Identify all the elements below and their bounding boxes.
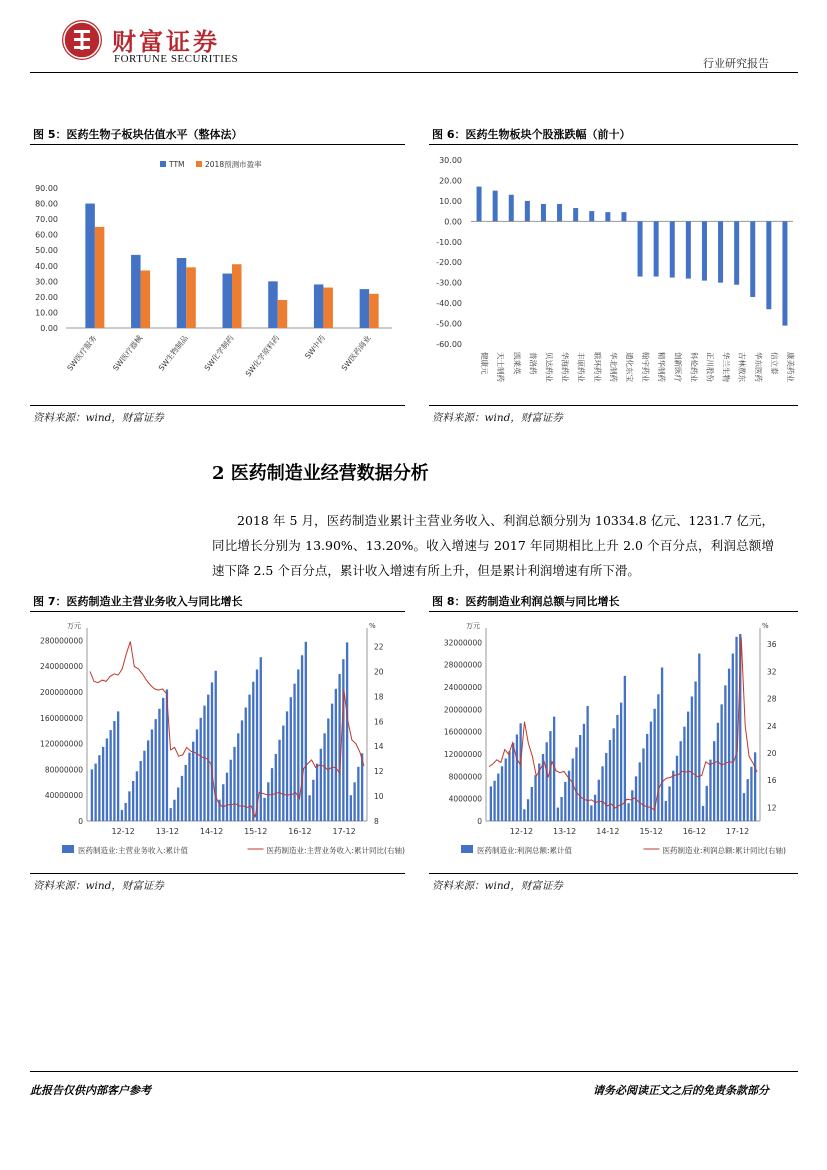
fig8-bar <box>706 786 708 821</box>
fig7-bar <box>263 798 265 821</box>
fig7-legend-line-label: 医药制造业:主营业务收入:累计同比(右轴) <box>266 846 405 855</box>
fig5-bar <box>177 258 187 328</box>
fig5-y-tick: 0.00 <box>40 324 58 333</box>
fig8-bar <box>501 766 503 821</box>
fig6-x-tick: 普洛药 <box>528 352 538 375</box>
fig7-bar <box>305 642 307 821</box>
fig6-bar <box>654 221 659 276</box>
fig8-bar <box>750 767 752 821</box>
company-logo-icon <box>62 20 102 60</box>
fig6-bar <box>766 221 771 309</box>
fig8-bar <box>683 727 685 821</box>
fig7-x-tick: 16-12 <box>288 827 312 836</box>
fig5-y-tick: 50.00 <box>35 246 58 256</box>
fig8-y-tick-left: 16000000 <box>443 727 482 737</box>
fig8-bar <box>557 808 559 821</box>
fig7-title: 图 7：医药制造业主营业务收入与同比增长 <box>33 595 243 608</box>
fig8-bar <box>642 748 644 821</box>
fig7-bar <box>260 657 262 821</box>
fig6-bar <box>702 221 707 280</box>
fig7-bar <box>188 753 190 821</box>
header-divider <box>30 72 798 73</box>
fig8-bar <box>624 676 626 821</box>
fig8-bar <box>732 654 734 821</box>
fig5-bar <box>278 300 288 328</box>
fig7-bar <box>226 773 228 821</box>
fig7-y-tick-left: 0 <box>78 817 83 826</box>
fig6-x-tick: 翰宇药业 <box>641 352 651 382</box>
fig7-y-tick-right: 14 <box>374 742 384 752</box>
fig7-y-tick-left: 160000000 <box>40 713 83 723</box>
fig7-bar <box>308 795 310 821</box>
fig8-left-unit: 万元 <box>466 622 480 630</box>
fig5-y-tick: 40.00 <box>35 261 58 271</box>
fig7-bar <box>357 767 359 821</box>
fig8-bar <box>549 731 551 821</box>
fig8-y-tick-right: 12 <box>767 803 777 813</box>
fig7-y-tick-left: 120000000 <box>40 739 83 749</box>
fig5-y-tick: 60.00 <box>35 230 58 240</box>
fig6-bar <box>621 212 626 221</box>
fig8-bar <box>713 741 715 821</box>
fig8-bar <box>668 786 670 821</box>
fig5-y-tick: 10.00 <box>35 308 58 318</box>
fig7-bar <box>177 787 179 821</box>
fig5-bar <box>323 288 333 328</box>
fig5-bar <box>223 274 233 328</box>
fig5-x-tick: SW医药商业 <box>339 333 373 373</box>
fig5-bar <box>186 267 196 328</box>
fig7-source: 资料来源：wind，财富证券 <box>33 880 164 892</box>
fig7-bar <box>331 704 333 821</box>
fig8-bar <box>639 762 641 821</box>
fig8-bar <box>698 654 700 821</box>
fig7-bar <box>185 765 187 821</box>
fig8-legend-bar-swatch <box>461 845 473 853</box>
fig8-x-tick: 17-12 <box>725 827 750 836</box>
fig7-x-tick: 13-12 <box>155 827 179 836</box>
fig6-y-tick: 20.00 <box>439 176 462 186</box>
fig7-bar <box>113 721 115 821</box>
fig8-bar <box>735 637 737 821</box>
fig8-y-tick-right: 20 <box>767 749 777 758</box>
fig7-y-tick-left: 40000000 <box>44 791 83 801</box>
fig7-bar <box>286 711 288 821</box>
fig7-bar <box>94 764 96 821</box>
fig5-top-rule <box>30 144 405 145</box>
fig8-bar <box>546 742 548 821</box>
fig6-bar <box>718 221 723 282</box>
fig5-x-tick: SW医疗服务 <box>65 333 99 373</box>
fig5-legend-label: TTM <box>169 160 185 169</box>
fig8-bar <box>601 766 603 821</box>
fig6-x-tick: 凯莱英 <box>512 352 522 375</box>
fig8-bar <box>534 775 536 821</box>
fig6-x-tick: 联环药业 <box>592 352 602 382</box>
fig6-bar <box>782 221 787 325</box>
fig8-bar <box>564 782 566 821</box>
fig8-bar <box>665 801 667 821</box>
fig5-bar <box>360 289 370 328</box>
fig5-legend-swatch <box>160 161 166 167</box>
fig8-title: 图 8：医药制造业利润总额与同比增长 <box>432 595 620 608</box>
fig6-x-tick: 华东医药 <box>753 352 763 382</box>
fig8-y-tick-left: 4000000 <box>448 794 482 804</box>
fig7-bar <box>342 659 344 821</box>
fig8-legend-line-label: 医药制造业:利润总额:累计同比(右轴) <box>662 846 786 855</box>
fig7-bar <box>132 781 134 821</box>
fig6-title: 图 6：医药生物板块个股涨跌幅（前十） <box>432 128 631 141</box>
fig7-bar <box>293 684 295 821</box>
fig5-y-tick: 70.00 <box>35 215 58 225</box>
fig6-y-tick: -60.00 <box>436 340 462 349</box>
fig6-x-tick: 天士制药 <box>496 352 506 382</box>
fig7-bar <box>275 754 277 821</box>
fig8-x-tick: 14-12 <box>596 827 620 836</box>
fig8-bar <box>646 734 648 821</box>
fig7-bar <box>170 808 172 821</box>
fig8-bar <box>590 805 592 821</box>
fig8-bar <box>527 799 529 821</box>
fig7-bar <box>338 674 340 821</box>
fig7-bar <box>143 751 145 821</box>
fig7-bar <box>323 733 325 821</box>
fig7-chart <box>30 613 405 871</box>
fig8-bar <box>717 723 719 821</box>
fig6-y-tick: -10.00 <box>436 237 462 247</box>
fig7-bar <box>162 698 164 821</box>
fig8-legend-bar-label: 医药制造业:利润总额:累计值 <box>477 846 573 855</box>
fig8-bar <box>572 758 574 821</box>
fig7-x-tick: 15-12 <box>244 827 268 836</box>
fig5-y-tick: 90.00 <box>35 184 58 193</box>
fig7-bar <box>350 795 352 821</box>
fig8-bar <box>609 740 611 821</box>
fig6-x-tick: 科伦药业 <box>689 352 699 382</box>
fig6-x-tick: 华海药业 <box>560 352 570 382</box>
fig6-y-tick: -30.00 <box>436 278 462 288</box>
fig6-y-tick: -40.00 <box>436 299 462 309</box>
fig8-bar <box>523 809 525 821</box>
fig8-y-tick-left: 32000000 <box>443 638 482 648</box>
fig7-bar <box>181 776 183 821</box>
fig7-bar <box>335 689 337 821</box>
fig7-bar <box>252 682 254 821</box>
fig7-bar <box>248 695 250 821</box>
fig8-y-tick-left: 20000000 <box>443 705 482 715</box>
fig8-bar <box>724 685 726 821</box>
fig7-bar <box>282 726 284 821</box>
fig5-bottom-rule <box>30 405 405 406</box>
fig8-bar <box>631 790 633 821</box>
footer-disclaimer-left: 此报告仅供内部客户参考 <box>30 1084 151 1097</box>
fig8-y-tick-right: 32 <box>767 667 777 677</box>
fig8-bar <box>676 756 678 821</box>
fig8-bar <box>720 704 722 821</box>
fig8-bar <box>728 669 730 821</box>
fig6-x-tick: 丰原药业 <box>576 352 586 382</box>
fig7-y-tick-left: 80000000 <box>44 765 83 775</box>
fig7-left-unit: 万元 <box>67 622 81 630</box>
fig6-x-tick: 华兰生物 <box>721 352 731 382</box>
fig6-bar <box>734 221 739 284</box>
fig5-y-tick: 30.00 <box>35 277 58 287</box>
fig8-bar <box>508 751 510 821</box>
fig8-bar <box>657 694 659 821</box>
fig7-bar <box>140 761 142 821</box>
fig7-bar <box>320 749 322 821</box>
fig7-bar <box>124 803 126 821</box>
logo-emblem-icon <box>62 20 102 60</box>
fig6-bar <box>557 204 562 221</box>
fig7-bar <box>117 711 119 821</box>
fig5-bar <box>314 284 324 328</box>
fig8-bar <box>694 681 696 821</box>
fig6-bar <box>638 221 643 276</box>
report-type-label: 行业研究报告 <box>703 57 769 70</box>
fig6-bar <box>541 204 546 221</box>
fig5-x-tick: SW中药 <box>303 333 328 361</box>
fig8-bottom-rule <box>429 873 798 874</box>
fig5-legend-label: 2018预测市盈率 <box>205 160 262 169</box>
fig6-bar <box>670 221 675 277</box>
fig7-y-tick-left: 200000000 <box>40 688 83 698</box>
fig7-legend-bar-swatch <box>62 845 74 853</box>
fig8-bar <box>519 723 521 821</box>
fig8-bar <box>691 697 693 821</box>
fig8-y-tick-right: 24 <box>767 721 777 731</box>
fig8-bar <box>650 722 652 821</box>
fig5-bar <box>85 204 95 328</box>
fig7-bar <box>245 708 247 821</box>
fig7-x-tick: 14-12 <box>199 827 224 836</box>
fig8-bar <box>687 712 689 821</box>
fig8-source: 资料来源：wind，财富证券 <box>432 880 563 892</box>
fig8-bar <box>583 724 585 821</box>
fig5-x-tick: SW化学制药 <box>202 333 236 373</box>
fig6-x-tick: 健康元 <box>480 352 490 375</box>
fig7-bar <box>136 771 138 821</box>
fig8-x-tick: 15-12 <box>639 827 663 836</box>
fig6-x-tick: 吉林敖东 <box>737 352 747 382</box>
fig6-top-rule <box>429 144 798 145</box>
fig7-y-tick-right: 22 <box>374 642 384 652</box>
logo-english-name: FORTUNE SECURITIES <box>114 53 239 65</box>
fig8-y-tick-left: 24000000 <box>443 683 482 693</box>
fig7-x-tick: 12-12 <box>111 827 135 836</box>
fig7-bar <box>109 730 111 821</box>
fig5-bar <box>95 227 105 328</box>
fig6-y-tick: -20.00 <box>436 258 462 268</box>
fig6-bar <box>509 195 514 222</box>
fig7-bar <box>237 733 239 821</box>
fig8-y-tick-left: 12000000 <box>443 750 482 760</box>
fig8-x-tick: 13-12 <box>553 827 577 836</box>
fig6-chart <box>429 146 798 404</box>
fig8-bar <box>605 753 607 821</box>
fig7-bar <box>312 780 314 821</box>
fig6-x-tick: 贝达药业 <box>544 352 554 382</box>
fig7-bar <box>106 738 108 821</box>
fig6-x-tick: 精华制药 <box>657 352 667 382</box>
fig5-legend-swatch <box>196 161 202 167</box>
fig5-x-tick: SW化学原料药 <box>243 333 282 379</box>
fig8-chart <box>429 613 798 871</box>
fig5-x-tick: SW生物制品 <box>156 333 190 373</box>
fig5-source: 资料来源：wind，财富证券 <box>33 412 164 424</box>
fig8-bar <box>620 703 622 821</box>
fig7-bar <box>207 695 209 821</box>
fig8-bar <box>672 771 674 821</box>
fig7-bar <box>290 697 292 821</box>
fig7-y-tick-right: 10 <box>374 792 384 802</box>
fig8-top-rule <box>429 611 798 612</box>
fig7-bar <box>128 791 130 821</box>
fig7-bar <box>346 642 348 821</box>
fig8-bar <box>598 780 600 821</box>
fig6-x-tick: 通化东宝 <box>624 352 634 382</box>
fig7-bar <box>230 760 232 821</box>
fig8-bar <box>702 806 704 821</box>
fig5-bar <box>232 264 242 328</box>
fig7-x-tick: 17-12 <box>332 827 356 836</box>
fig7-bar <box>158 709 160 821</box>
fig7-right-unit: % <box>369 622 376 630</box>
fig6-y-tick: 30.00 <box>439 156 462 165</box>
fig8-y-tick-left: 28000000 <box>443 660 482 670</box>
fig6-bar <box>750 221 755 297</box>
fig6-bar <box>589 211 594 221</box>
fig5-y-tick: 20.00 <box>35 292 58 302</box>
fig7-legend-bar-label: 医药制造业:主营业务收入:累计值 <box>78 846 189 855</box>
fig6-bar <box>525 201 530 221</box>
footer-divider <box>30 1071 798 1072</box>
fig8-bar <box>490 786 492 821</box>
fig7-bottom-rule <box>30 873 405 874</box>
fig8-y-tick-left: 0 <box>477 817 482 826</box>
fig8-x-tick: 12-12 <box>509 827 534 836</box>
fig8-bar <box>531 787 533 821</box>
fig5-y-tick: 80.00 <box>35 199 58 209</box>
fig7-bar <box>316 764 318 821</box>
fig5-chart <box>30 146 405 404</box>
fig6-y-tick: -50.00 <box>436 319 462 329</box>
fig7-bar <box>233 747 235 821</box>
fig5-title: 图 5：医药生物子板块估值水平（整体法） <box>33 128 243 141</box>
fig7-bar <box>147 740 149 821</box>
fig7-bar <box>102 747 104 821</box>
section-paragraph: 2018 年 5 月，医药制造业累计主营业务收入、利润总额分别为 10334.8 亿元、1231.7 亿元，同比增长分别为 13.90%、13.20%。收入增速与 2017 年同期相比上升 2.0 个百分点，利润总额增速下降 2.5 个百分点，累计收入增速有所上升，但是累计利润增速有所下滑。 <box>212 513 774 578</box>
fig6-bottom-rule <box>429 405 798 406</box>
fig7-bar <box>151 729 153 821</box>
fig8-bar <box>516 734 518 821</box>
fig7-bar <box>121 810 123 821</box>
fig8-bar <box>512 743 514 821</box>
fig8-y-tick-left: 8000000 <box>448 772 482 782</box>
fig7-bar <box>192 742 194 821</box>
fig7-y-tick-right: 18 <box>374 692 384 702</box>
fig7-y-tick-left: 280000000 <box>40 636 83 646</box>
fig6-x-tick: 正川股份 <box>705 352 715 382</box>
fig7-bar <box>278 740 280 821</box>
fig7-bar <box>203 706 205 821</box>
fig5-bar <box>268 281 278 328</box>
fig6-bar <box>573 208 578 221</box>
fig6-bar <box>477 187 482 222</box>
fig7-y-tick-left: 240000000 <box>40 662 83 672</box>
fig6-x-tick: 华北制药 <box>608 352 618 382</box>
fig6-x-tick: 信立泰 <box>769 352 779 375</box>
fig5-bar <box>141 270 151 328</box>
logo-chinese-name: 财富证券 <box>112 27 220 56</box>
fig7-bar <box>222 784 224 821</box>
fig6-y-tick: 10.00 <box>439 196 462 206</box>
fig7-bar <box>200 718 202 821</box>
fig7-y-tick-right: 16 <box>374 717 384 727</box>
fig7-bar <box>98 755 100 821</box>
fig7-bar <box>267 782 269 821</box>
fig7-bar <box>155 719 157 821</box>
fig7-top-rule <box>30 611 405 612</box>
fig8-bar <box>627 803 629 821</box>
fig8-bar <box>497 774 499 821</box>
fig8-y-tick-right: 16 <box>767 776 777 786</box>
fig7-bar <box>196 729 198 821</box>
fig7-y-tick-right: 20 <box>374 667 384 677</box>
fig8-bar <box>709 760 711 821</box>
fig7-bar <box>91 769 93 821</box>
fig8-bar <box>586 706 588 821</box>
fig6-y-tick: 0.00 <box>444 217 462 227</box>
fig8-y-tick-right: 28 <box>767 694 777 704</box>
fig7-y-tick-right: 12 <box>374 767 384 777</box>
fig8-right-unit: % <box>762 622 769 630</box>
fig8-bar <box>743 793 745 821</box>
fig8-bar <box>616 715 618 821</box>
fig7-y-tick-right: 8 <box>374 817 379 826</box>
fig7-bar <box>211 682 213 821</box>
fig5-bar <box>369 294 379 328</box>
fig8-x-tick: 16-12 <box>682 827 706 836</box>
fig5-x-tick: SW医疗器械 <box>111 333 145 373</box>
fig8-bar <box>493 781 495 821</box>
fig8-bar <box>747 779 749 821</box>
fig7-bar <box>353 782 355 821</box>
footer-disclaimer-right: 请务必阅读正文之后的免责条款部分 <box>593 1084 769 1097</box>
fig8-bar <box>560 797 562 821</box>
fig8-bar <box>505 758 507 821</box>
fig8-bar <box>575 747 577 821</box>
fig6-bar <box>686 221 691 278</box>
section-heading: 2 医药制造业经营数据分析 <box>212 463 429 484</box>
fig8-bar <box>661 667 663 821</box>
fig5-bar <box>131 255 141 328</box>
fig7-bar <box>301 655 303 821</box>
fig6-x-tick: 康美药业 <box>785 352 795 382</box>
fig8-bar <box>754 752 756 821</box>
fig6-bar <box>493 191 498 222</box>
fig6-source: 资料来源：wind，财富证券 <box>432 412 563 424</box>
fig6-x-tick: 创新医疗 <box>673 352 683 382</box>
fig8-y-tick-right: 36 <box>767 640 777 650</box>
fig6-bar <box>605 212 610 221</box>
fig8-bar <box>680 741 682 821</box>
fig8-bar <box>579 735 581 821</box>
fig8-bar <box>594 795 596 821</box>
fig7-bar <box>173 800 175 821</box>
